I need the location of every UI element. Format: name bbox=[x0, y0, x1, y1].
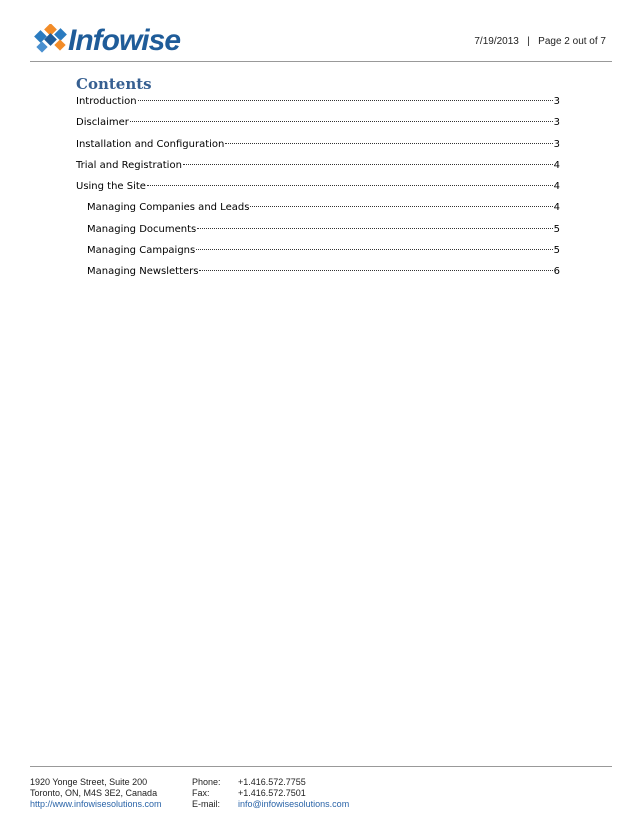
phone-label: Phone: bbox=[192, 777, 221, 787]
toc-entry-disclaimer[interactable] bbox=[76, 115, 560, 136]
address-line-1: 1920 Yonge Street, Suite 200 bbox=[30, 777, 148, 787]
toc-entry-page: 3 bbox=[553, 117, 560, 129]
toc-entry-introduction[interactable] bbox=[76, 94, 560, 115]
toc-entry-page: 3 bbox=[553, 138, 560, 150]
dot-leader bbox=[183, 164, 553, 165]
toc-entry-page: 4 bbox=[553, 159, 560, 171]
toc-entry-label: Managing Companies and Leads bbox=[87, 202, 250, 214]
dot-leader bbox=[250, 206, 552, 207]
toc-entry-page: 5 bbox=[553, 245, 560, 257]
table-of-contents bbox=[76, 94, 560, 286]
dot-leader bbox=[199, 270, 552, 271]
toc-entry-label: Installation and Configuration bbox=[76, 138, 225, 150]
toc-entry-page: 3 bbox=[553, 96, 560, 107]
page-number: Page 2 out of 7 bbox=[538, 36, 606, 47]
website-link[interactable]: http://www.infowisesolutions.com bbox=[30, 799, 162, 809]
toc-entry-label: Trial and Registration bbox=[76, 159, 182, 171]
toc-entry-label: Managing Newsletters bbox=[87, 266, 199, 278]
toc-title: Contents bbox=[76, 75, 152, 93]
header-separator: | bbox=[527, 36, 530, 47]
fax-label: Fax: bbox=[192, 788, 210, 798]
footer-contact-values bbox=[238, 777, 349, 810]
dot-leader bbox=[197, 228, 552, 229]
dot-leader bbox=[147, 185, 553, 186]
footer-contact-labels bbox=[192, 777, 221, 810]
header-date: 7/19/2013 bbox=[474, 36, 519, 47]
dot-leader bbox=[196, 249, 552, 250]
dot-leader bbox=[130, 121, 553, 122]
toc-entry-page: 5 bbox=[553, 223, 560, 235]
footer-divider bbox=[30, 766, 612, 767]
toc-entry-trial-registration[interactable] bbox=[76, 158, 560, 179]
toc-entry-campaigns[interactable] bbox=[87, 243, 560, 264]
toc-entry-label: Managing Documents bbox=[87, 223, 197, 235]
toc-entry-installation[interactable] bbox=[76, 137, 560, 158]
infowise-logo bbox=[32, 22, 182, 60]
page-header bbox=[0, 0, 638, 64]
toc-entry-label: Using the Site bbox=[76, 181, 146, 193]
toc-entry-label: Disclaimer bbox=[76, 117, 129, 129]
toc-entry-page: 4 bbox=[553, 202, 560, 214]
dot-leader bbox=[225, 143, 552, 144]
toc-entry-label: Introduction bbox=[76, 96, 137, 107]
footer-address bbox=[30, 777, 162, 810]
toc-entry-using-the-site[interactable] bbox=[76, 179, 560, 200]
fax-number: +1.416.572.7501 bbox=[238, 788, 306, 798]
phone-number: +1.416.572.7755 bbox=[238, 777, 306, 787]
address-line-2: Toronto, ON, M4S 3E2, Canada bbox=[30, 788, 158, 798]
toc-entry-page: 4 bbox=[553, 181, 560, 193]
toc-entry-newsletters[interactable] bbox=[87, 264, 560, 285]
email-link[interactable]: info@infowisesolutions.com bbox=[238, 799, 350, 809]
header-meta bbox=[474, 36, 606, 47]
header-divider bbox=[30, 61, 612, 62]
infowise-logo-icon bbox=[32, 24, 68, 56]
email-label: E-mail: bbox=[192, 799, 221, 809]
toc-entry-documents[interactable] bbox=[87, 222, 560, 243]
dot-leader bbox=[138, 100, 553, 101]
toc-entry-companies-leads[interactable] bbox=[87, 200, 560, 221]
toc-entry-label: Managing Campaigns bbox=[87, 245, 196, 257]
brand-name: Infowise bbox=[68, 24, 181, 57]
toc-entry-page: 6 bbox=[553, 266, 560, 278]
